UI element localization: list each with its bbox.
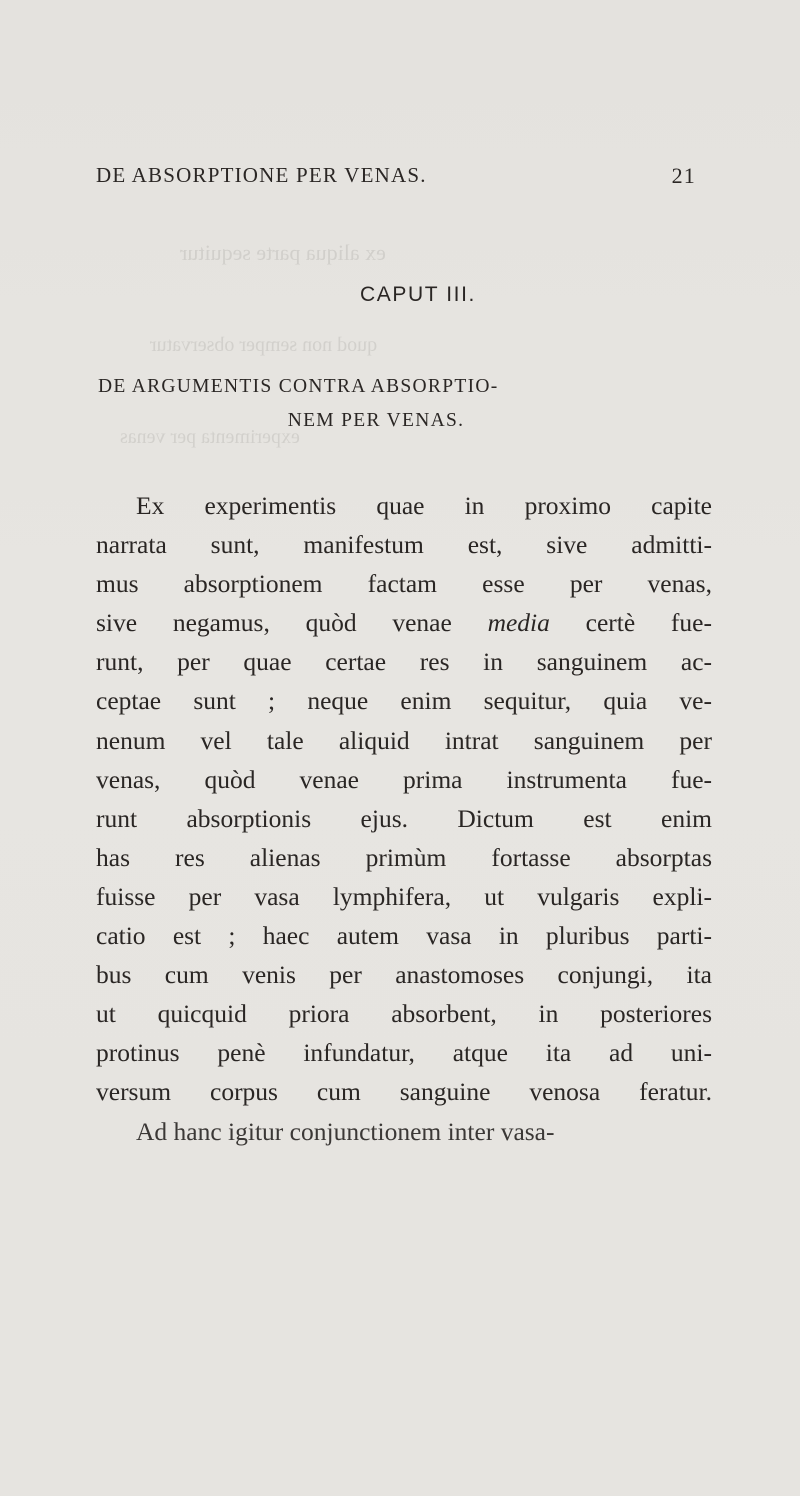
text-line: ceptae sunt ; neque enim sequitur, quia ve- <box>96 686 712 716</box>
running-head-title: DE ABSORPTIONE PER VENAS. <box>96 163 427 187</box>
chapter-title-line: NEM PER VENAS. <box>287 410 465 431</box>
text-line: ut quicquid priora absorbent, in posteriores <box>96 999 712 1029</box>
text-line: runt absorptionis ejus. Dictum est enim <box>96 803 712 833</box>
show-through-text: quod non semper observatur <box>150 334 378 356</box>
text-line: Ex experimentis quae in proximo capite <box>136 491 712 520</box>
text-line: catio est ; haec autem vasa in pluribus parti- <box>96 921 712 951</box>
text-line: bus cum venis per anastomoses conjungi, ita <box>96 960 712 990</box>
text-line: nenum vel tale aliquid intrat sanguinem per <box>96 725 712 755</box>
text-line: venas, quòd venae prima instrumenta fue- <box>96 764 712 794</box>
text-line: mus absorptionem factam esse per venas, <box>96 569 712 599</box>
text-line: fuisse per vasa lymphifera, ut vulgaris expli- <box>96 881 712 911</box>
chapter-title-line: DE ARGUMENTIS CONTRA ABSORPTIO- <box>98 376 499 397</box>
chapter-number: CAPUT III. <box>360 283 476 306</box>
text-line: protinus penè infundatur, atque ita ad uni- <box>96 1038 712 1068</box>
text-line: has res alienas primùm fortasse absorptas <box>96 842 712 872</box>
running-head <box>96 163 696 193</box>
text-line: versum corpus cum sanguine venosa feratur. <box>96 1077 712 1107</box>
italic-word: media <box>487 608 550 638</box>
page-number: 21 <box>671 163 696 188</box>
text-line: narrata sunt, manifestum est, sive admitti- <box>96 530 712 560</box>
body-paragraph <box>96 486 712 1151</box>
chapter-title <box>98 370 698 438</box>
show-through-text: experimenta per venas <box>120 426 300 448</box>
show-through-text: ex aliqua parte sequitur <box>180 240 386 265</box>
text-line: sive negamus, quòd venae media certè fue- <box>96 608 712 638</box>
text-line: Ad hanc igitur conjunctionem inter vasa- <box>136 1116 555 1146</box>
text-line: runt, per quae certae res in sanguinem ac- <box>96 647 712 677</box>
